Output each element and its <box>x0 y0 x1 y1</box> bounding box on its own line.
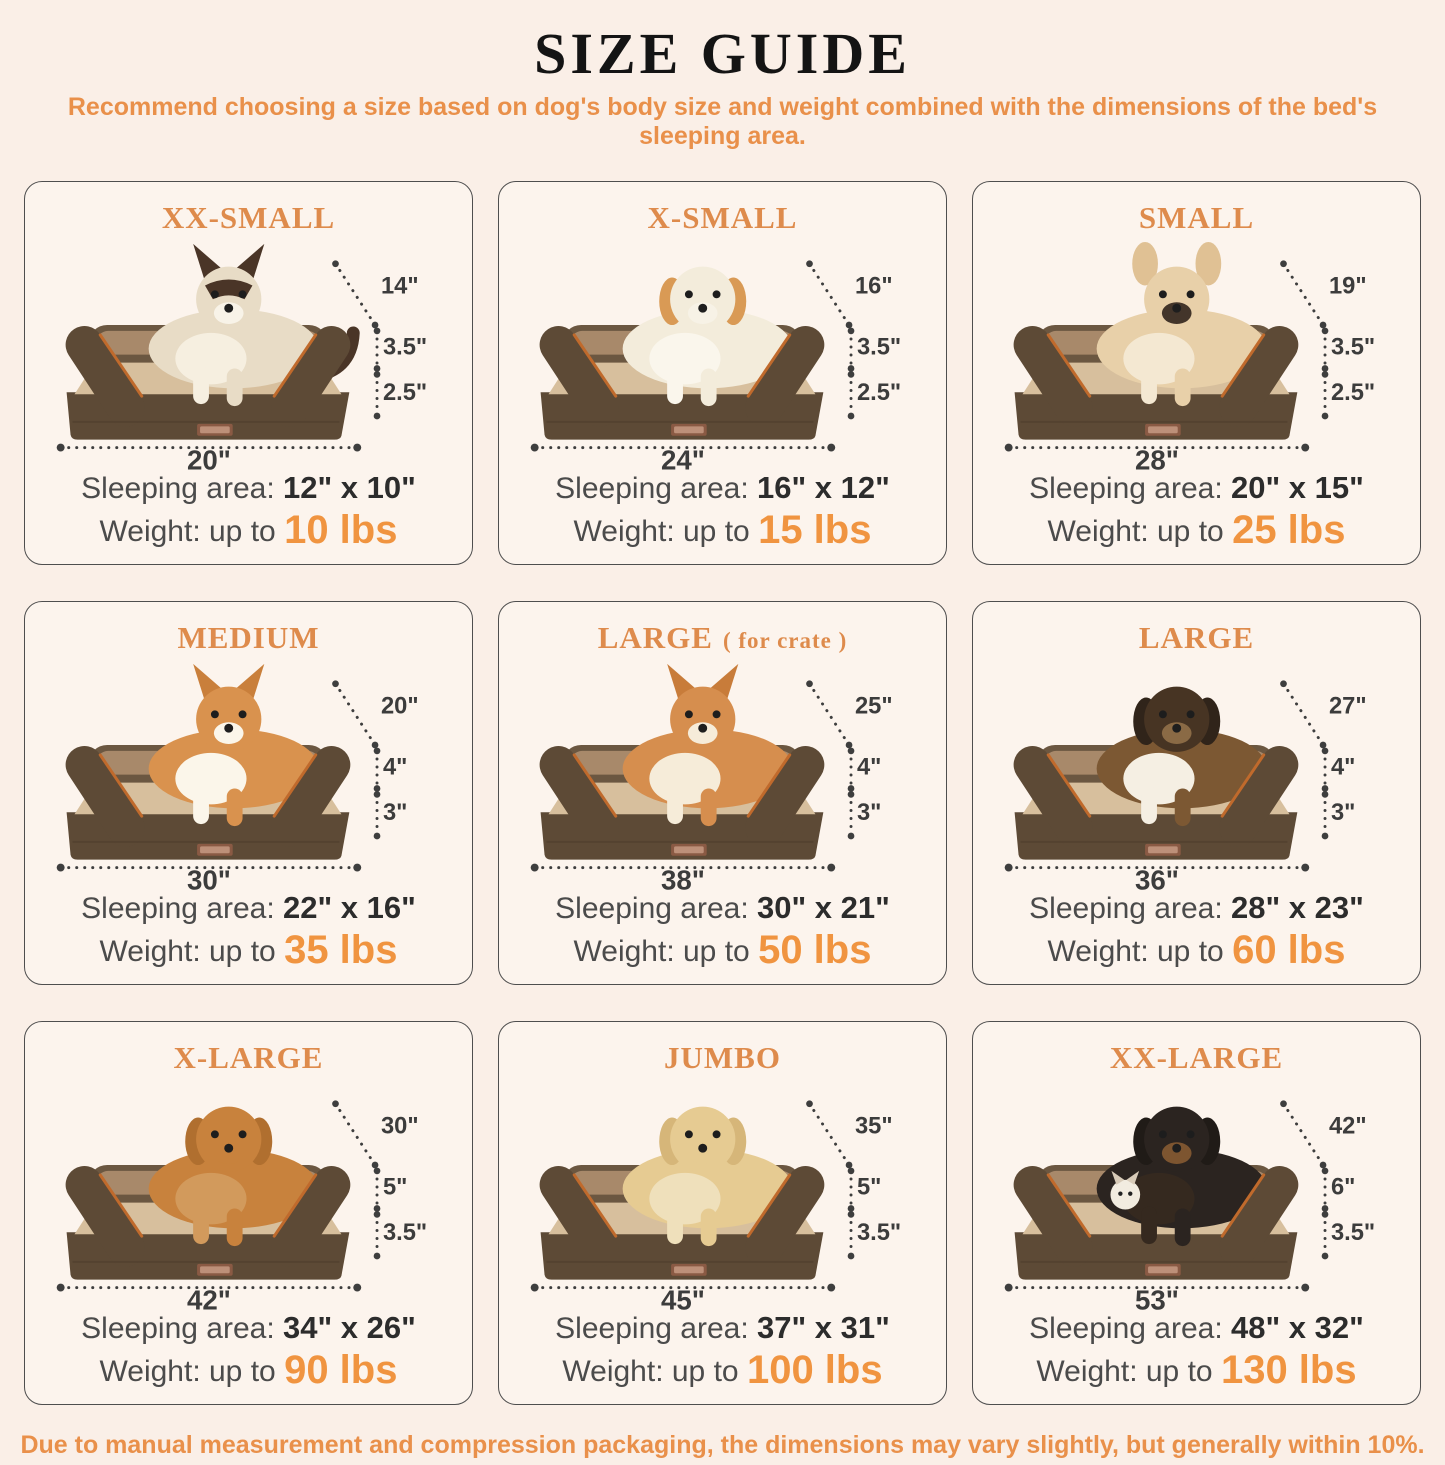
bed-illustration <box>979 1078 1414 1310</box>
dimension-width-label: 53" <box>1135 1283 1179 1310</box>
weight-label: Weight: up to <box>573 934 750 968</box>
card-title <box>505 620 940 656</box>
card-title-text: LARGE <box>597 619 713 655</box>
size-card-large-for-crate <box>498 601 947 985</box>
bed <box>67 244 354 440</box>
card-title-text: XX-SMALL <box>161 200 336 235</box>
size-card-large <box>972 601 1421 985</box>
weight-line <box>31 1347 466 1392</box>
bed-figure <box>979 1078 1414 1310</box>
dimension-height-upper-label: 5" <box>382 1174 408 1201</box>
sleeping-area-line <box>979 470 1414 506</box>
page-subtitle: Recommend choosing a size based on dog's body size and weight combined with the dimensions of the bed's sleeping area. <box>67 93 1378 150</box>
bed <box>1015 242 1298 440</box>
bed-illustration <box>505 658 940 890</box>
dimension-diagonal-label: 27" <box>1328 692 1367 719</box>
sleeping-area-label: Sleeping area: <box>1029 1311 1223 1345</box>
dimension-width-label: 28" <box>1135 443 1179 470</box>
weight-label: Weight: up to <box>99 514 276 548</box>
bed-figure <box>505 1078 940 1310</box>
weight-line <box>31 507 466 552</box>
dimension-diagonal-label: 30" <box>380 1112 419 1139</box>
bed-illustration <box>31 1078 466 1310</box>
sleeping-area-value: 16" x 12" <box>757 469 890 505</box>
bed-figure <box>31 658 466 890</box>
size-card-medium <box>24 601 473 985</box>
dimension-height-upper-label: 4" <box>856 754 882 781</box>
card-title-text: X-SMALL <box>647 200 798 235</box>
weight-line <box>979 507 1414 552</box>
weight-value: 100 lbs <box>746 1347 883 1392</box>
sleeping-area-line <box>31 890 466 926</box>
weight-line <box>979 927 1414 972</box>
dimension-height-lower-label: 3" <box>1330 799 1356 826</box>
dimension-diagonal-label: 25" <box>854 692 893 719</box>
weight-line <box>505 927 940 972</box>
sleeping-area-value: 22" x 16" <box>283 889 416 925</box>
dimension-width-label: 36" <box>1135 863 1179 890</box>
dimension-diagonal-label: 20" <box>380 692 419 719</box>
sleeping-area-value: 28" x 23" <box>1231 889 1364 925</box>
dimension-height-lower-label: 3.5" <box>1330 1219 1376 1246</box>
dimension-height-upper-label: 3.5" <box>382 334 428 361</box>
sleeping-area-value: 12" x 10" <box>283 469 416 505</box>
sleeping-area-label: Sleeping area: <box>81 471 275 505</box>
page-footer-wrap <box>0 1431 1445 1460</box>
dimension-diagonal-label: 19" <box>1328 273 1367 300</box>
bed-illustration <box>31 658 466 890</box>
bed-figure <box>505 658 940 890</box>
sleeping-area-label: Sleeping area: <box>555 1311 749 1345</box>
dimension-height-upper-label: 4" <box>382 754 408 781</box>
dimension-height-upper-label: 6" <box>1330 1174 1356 1201</box>
card-title <box>979 620 1414 656</box>
bed-illustration <box>505 238 940 470</box>
dimension-height-lower-label: 3" <box>856 799 882 826</box>
dimension-diagonal-label: 16" <box>854 273 893 300</box>
weight-line <box>31 927 466 972</box>
card-title <box>505 1040 940 1076</box>
dimension-height-lower-label: 3" <box>382 799 408 826</box>
dimension-height-lower-label: 2.5" <box>856 379 902 406</box>
sleeping-area-label: Sleeping area: <box>555 891 749 925</box>
dimension-height-upper-label: 3.5" <box>856 334 902 361</box>
weight-label: Weight: up to <box>99 1354 276 1388</box>
weight-value: 10 lbs <box>284 507 398 552</box>
dimension-height-upper-label: 3.5" <box>1330 334 1376 361</box>
sleeping-area-line <box>31 470 466 506</box>
dimension-height-upper-label: 4" <box>1330 754 1356 781</box>
sleeping-area-label: Sleeping area: <box>555 471 749 505</box>
card-title <box>505 200 940 236</box>
bed-illustration <box>31 238 466 470</box>
size-card-jumbo <box>498 1021 947 1405</box>
weight-value: 90 lbs <box>284 1347 398 1392</box>
size-card-xx-large <box>972 1021 1421 1405</box>
card-title <box>31 200 466 236</box>
card-title-text: LARGE <box>1138 619 1255 655</box>
size-grid <box>0 181 1445 1405</box>
page-header <box>0 20 1445 151</box>
bed-figure <box>979 238 1414 470</box>
sleeping-area-label: Sleeping area: <box>81 1311 275 1345</box>
dimension-height-lower-label: 2.5" <box>382 379 428 406</box>
sleeping-area-line <box>979 890 1414 926</box>
weight-line <box>505 1347 940 1392</box>
weight-label: Weight: up to <box>1047 514 1224 548</box>
weight-value: 130 lbs <box>1220 1347 1357 1392</box>
weight-label: Weight: up to <box>1047 934 1224 968</box>
bed-illustration <box>979 238 1414 470</box>
bed <box>541 266 824 439</box>
dimension-diagonal-label: 35" <box>854 1112 893 1139</box>
bed-figure <box>505 238 940 470</box>
weight-value: 35 lbs <box>284 927 398 972</box>
card-title-text: MEDIUM <box>177 619 320 655</box>
size-card-xx-small <box>24 181 473 565</box>
bed <box>1015 686 1298 859</box>
sleeping-area-line <box>31 1310 466 1346</box>
card-title-text: X-LARGE <box>173 1039 324 1075</box>
bed-figure <box>31 1078 466 1310</box>
card-title <box>979 200 1414 236</box>
card-title-text: XX-LARGE <box>1109 1039 1284 1075</box>
page-title: SIZE GUIDE <box>534 21 911 86</box>
bed <box>67 1106 350 1279</box>
bed-illustration <box>979 658 1414 890</box>
dimension-width-label: 38" <box>661 863 705 890</box>
page-footer: Due to manual measurement and compression packaging, the dimensions may vary slightly, but generally within 10%. <box>20 1430 1425 1459</box>
dimension-width-label: 30" <box>187 863 231 890</box>
card-title-text: JUMBO <box>664 1039 781 1075</box>
dimension-width-label: 45" <box>661 1283 705 1310</box>
bed <box>67 664 350 860</box>
dimension-width-label: 20" <box>187 443 231 470</box>
card-title-note: ( for crate ) <box>722 627 848 653</box>
sleeping-area-line <box>505 1310 940 1346</box>
sleeping-area-line <box>505 470 940 506</box>
weight-label: Weight: up to <box>99 934 276 968</box>
card-title <box>31 620 466 656</box>
weight-value: 15 lbs <box>758 507 872 552</box>
size-card-x-small <box>498 181 947 565</box>
sleeping-area-line <box>979 1310 1414 1346</box>
dimension-height-lower-label: 2.5" <box>1330 379 1376 406</box>
dimension-diagonal-label: 42" <box>1328 1112 1367 1139</box>
sleeping-area-label: Sleeping area: <box>81 891 275 925</box>
weight-line <box>979 1347 1414 1392</box>
dimension-height-lower-label: 3.5" <box>856 1219 902 1246</box>
weight-value: 60 lbs <box>1232 927 1346 972</box>
dimension-height-upper-label: 5" <box>856 1174 882 1201</box>
bed-figure <box>31 238 466 470</box>
dimension-diagonal-label: 14" <box>380 273 419 300</box>
card-title <box>31 1040 466 1076</box>
dimension-width-label: 24" <box>661 443 705 470</box>
bed-illustration <box>505 1078 940 1310</box>
card-title-text: SMALL <box>1138 200 1255 235</box>
sleeping-area-line <box>505 890 940 926</box>
bed <box>541 1106 824 1279</box>
sleeping-area-value: 34" x 26" <box>283 1309 416 1345</box>
sleeping-area-label: Sleeping area: <box>1029 891 1223 925</box>
weight-value: 50 lbs <box>758 927 872 972</box>
bed <box>1015 1106 1298 1279</box>
weight-label: Weight: up to <box>573 514 750 548</box>
sleeping-area-value: 30" x 21" <box>757 889 890 925</box>
dimension-height-lower-label: 3.5" <box>382 1219 428 1246</box>
weight-label: Weight: up to <box>562 1354 739 1388</box>
sleeping-area-label: Sleeping area: <box>1029 471 1223 505</box>
dimension-width-label: 42" <box>187 1283 231 1310</box>
size-card-x-large <box>24 1021 473 1405</box>
weight-line <box>505 507 940 552</box>
sleeping-area-value: 20" x 15" <box>1231 469 1364 505</box>
bed <box>541 664 824 860</box>
card-title <box>979 1040 1414 1076</box>
bed-figure <box>979 658 1414 890</box>
sleeping-area-value: 37" x 31" <box>757 1309 890 1345</box>
weight-label: Weight: up to <box>1036 1354 1213 1388</box>
weight-value: 25 lbs <box>1232 507 1346 552</box>
sleeping-area-value: 48" x 32" <box>1231 1309 1364 1345</box>
size-card-small <box>972 181 1421 565</box>
